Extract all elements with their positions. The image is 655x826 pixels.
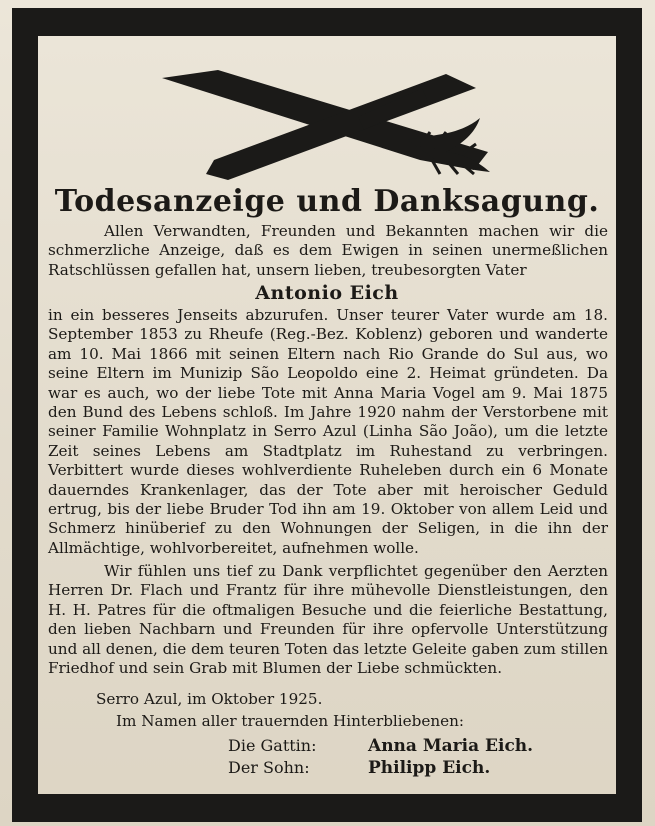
mourning-border-top [12,8,642,36]
intro-paragraph: Allen Verwandten, Freunden und Bekannten machen wir die schmerzliche Anzeige, daß es dem Ewigen in seinen unermeßlichen Ratschlüssen gefallen hat, unsern lieben, treubesorgten Vater [48,222,608,279]
place-date: Serro Azul, im Oktober 1925. [96,690,323,708]
signature-name-son: Philipp Eich. [368,758,491,778]
signature-role-son: Der Sohn: [228,758,310,777]
on-behalf-line: Im Namen aller trauernden Hinterbliebenen: [116,712,464,730]
notice-content [38,36,616,794]
cross-with-palm-icon [158,48,498,183]
thanks-paragraph: Wir fühlen uns tief zu Dank verpflichtet gegenüber den Aerzten Herren Dr. Flach und Frantz für ihre mühevolle Dienstleistungen, den H. H. Patres für die oftmaligen Besuche und die feierliche Bestattung, den lieben Nachbarn und Freunden für ihre opfervolle Unterstützung und all denen, die dem teuren Toten das letzte Geleite gaben zum stillen Friedhof und sein Grab mit Blumen der Liebe schmückten. [48,562,608,678]
mourning-border-right [616,8,642,822]
mourning-border-bottom [12,794,642,822]
mourning-border-left [12,8,38,822]
notice-title: Todesanzeige und Danksagung. [54,184,600,219]
biography-paragraph: in ein besseres Jenseits abzurufen. Unser teurer Vater wurde am 18. September 1853 zu Rheufe (Reg.-Bez. Koblenz) geboren und wanderte am 10. Mai 1866 mit seinen Eltern nach Rio Grande do Sul aus, wo seine Eltern im Munizip São Leopoldo eine 2. Heimat gründeten. Da war es auch, wo der liebe Tote mit Anna Maria Vogel am 9. Mai 1875 den Bund des Lebens schloß. Im Jahre 1920 nahm der Verstorbene mit seiner Familie Wohnplatz in Serro Azul (Linha São João), um die letzte Zeit seines Lebens am Stadtplatz im Ruhestand zu verbringen. Verbittert wurde dieses wohlverdiente Ruheleben durch ein 6 Monate dauerndes Krankenlager, das der Tote aber mit heroischer Geduld ertrug, bis der liebe Bruder Tod ihn am 19. Oktober von allem Leid und Schmerz hinüberief zu den Wohnungen der Seligen, in die ihn der Allmächtige, wohlvorbereitet, aufnehmen wolle. [48,306,608,557]
signature-name-wife: Anna Maria Eich. [368,736,534,756]
deceased-name: Antonio Eich [255,282,399,304]
signature-role-wife: Die Gattin: [228,736,317,755]
